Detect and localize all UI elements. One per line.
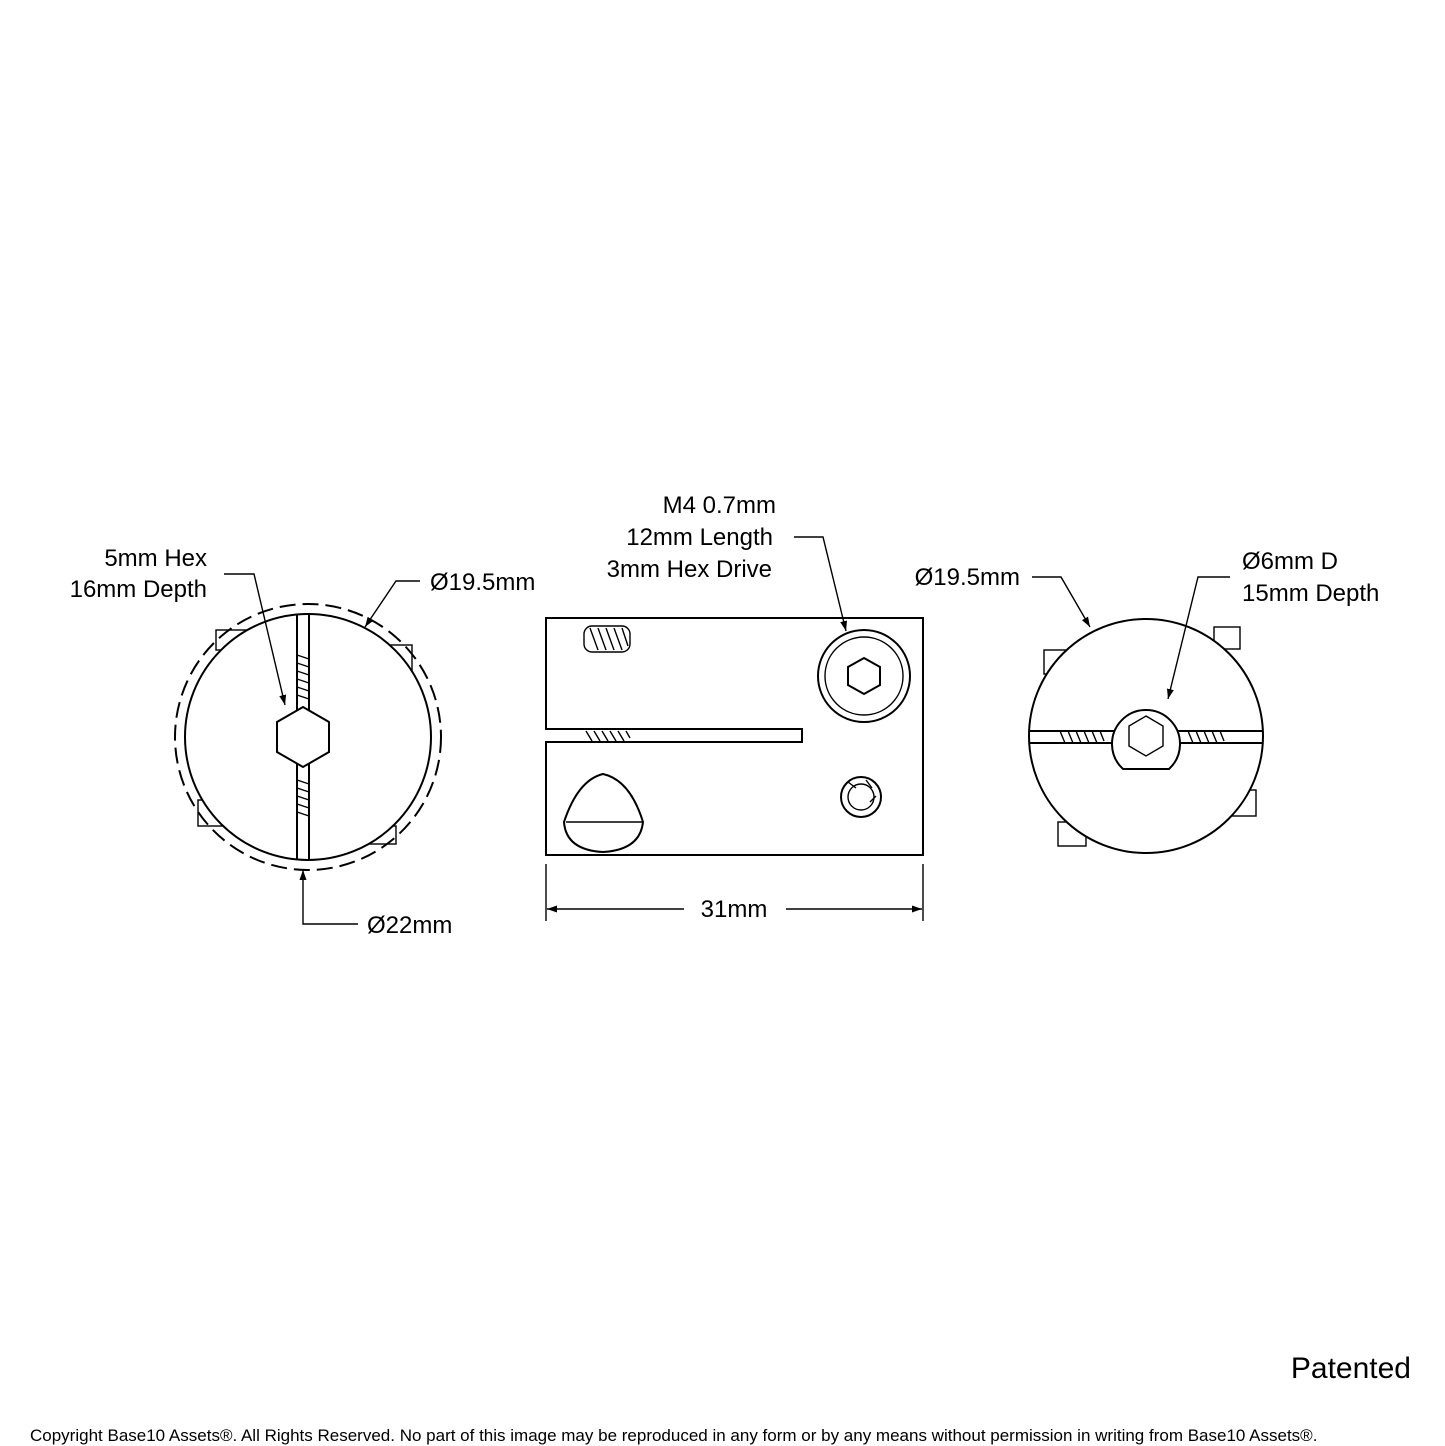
bore-label-line2: 15mm Depth — [1242, 580, 1380, 607]
right-end-view — [915, 548, 1380, 853]
hex-label-line1: 5mm Hex — [104, 545, 207, 572]
right-diameter-leader — [1032, 577, 1090, 627]
left-outer-diameter-label: Ø22mm — [367, 912, 453, 939]
length-label: 31mm — [700, 896, 768, 923]
screw-leader — [794, 537, 846, 631]
screw-label-line1: M4 0.7mm — [662, 492, 776, 519]
left-inner-diameter-label: Ø19.5mm — [430, 569, 536, 596]
screw-label-line2: 12mm Length — [626, 524, 773, 551]
bore-label-line1: Ø6mm D — [1242, 548, 1338, 575]
right-d-bore — [1112, 710, 1180, 769]
right-diameter-label: Ø19.5mm — [914, 564, 1020, 591]
left-outer-diameter-leader — [303, 870, 358, 924]
side-view — [546, 492, 923, 923]
patented-label: Patented — [1290, 1352, 1411, 1385]
left-end-view — [70, 545, 536, 939]
screw-label-line3: 3mm Hex Drive — [606, 556, 772, 583]
hex-label-line2: 16mm Depth — [69, 576, 207, 603]
side-set-screw-slot — [586, 731, 630, 741]
side-body-outline — [546, 618, 923, 855]
copyright-notice: Copyright Base10 Assets®. All Rights Reserved. No part of this image may be reproduced in any form or by any means without permission in writing from Base10 Assets®. — [30, 1426, 1318, 1445]
